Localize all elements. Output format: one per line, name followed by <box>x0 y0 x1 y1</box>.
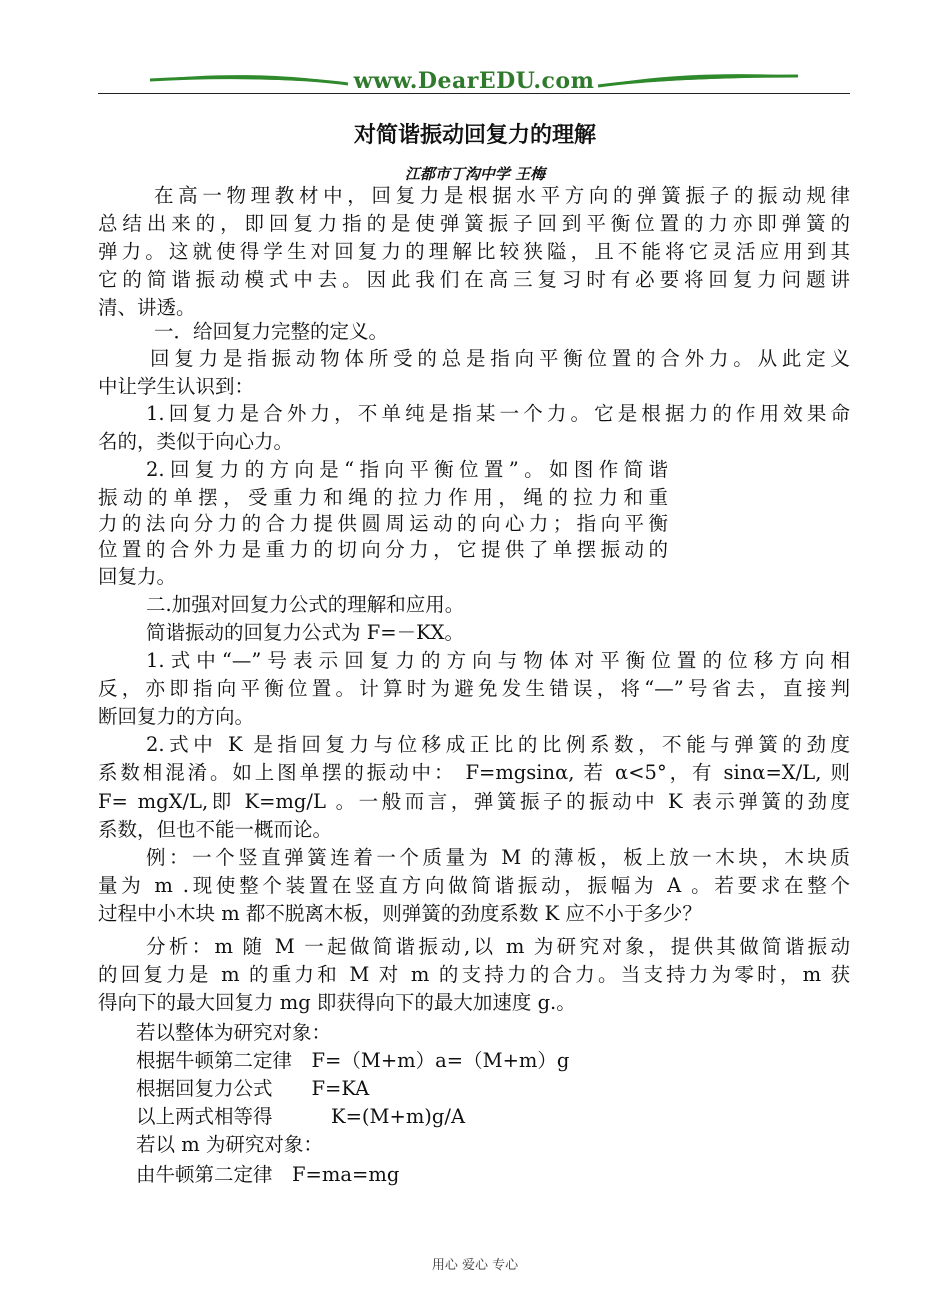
body-line: 若以整体为研究对象： <box>136 1021 332 1044</box>
site-header-text: www.DearEDU.com <box>353 68 595 94</box>
body-line: 的回复力是 m 的重力和 M 对 m 的支持力的合力。当支持力为零时，m 获 <box>98 963 850 986</box>
body-line: 在高一物理教材中，回复力是根据水平方向的弹簧振子的振动规律 <box>154 184 850 207</box>
body-line: F= mgX/L,即 K=mg/L 。一般而言，弹簧振子的振动中 K 表示弹簧的劲度 <box>98 790 850 813</box>
site-header-banner <box>98 66 850 96</box>
body-line: 中让学生认识到： <box>98 375 255 398</box>
body-line: 若以 m 为研究对象： <box>136 1133 323 1156</box>
body-line: 名的，类似于向心力。 <box>98 430 294 453</box>
formula-line: 根据牛顿第二定律 F=（M+m）a=（M+m）g <box>136 1049 570 1072</box>
body-line: 过程中小木块 m 都不脱离木板，则弹簧的劲度系数 K 应不小于多少？ <box>98 902 702 925</box>
author-line: 江都市丁沟中学 王梅 <box>404 165 546 183</box>
body-line: 2.回复力的方向是“指向平衡位置”。如图作简谐 <box>146 458 668 481</box>
body-line: 位置的合外力是重力的切向分力，它提供了单摆振动的 <box>98 538 668 561</box>
body-line: 振动的单摆，受重力和绳的拉力作用，绳的拉力和重 <box>98 486 668 509</box>
header-divider <box>98 93 850 94</box>
body-line: 弹力。这就使得学生对回复力的理解比较狭隘，且不能将它灵活应用到其 <box>98 240 850 263</box>
formula-line: 根据回复力公式 F=KA <box>136 1077 370 1100</box>
page-title: 对简谐振动回复力的理解 <box>353 123 596 148</box>
body-line: 分析：m 随 M 一起做简谐振动,以 m 为研究对象，提供其做简谐振动 <box>146 935 850 958</box>
body-line: 量为 m .现使整个装置在竖直方向做简谐振动，振幅为 A 。若要求在整个 <box>98 874 850 897</box>
body-line: 清、讲透。 <box>98 296 196 319</box>
body-line: 系数，但也不能一概而论。 <box>98 818 333 841</box>
body-line: 得向下的最大回复力 mg 即获得向下的最大加速度 g.。 <box>98 991 576 1014</box>
formula-line: 以上两式相等得 K=(M+m)g/A <box>136 1105 466 1128</box>
page-footer: 用心 爱心 专心 <box>431 1258 519 1273</box>
body-line: 1.式中“—”号表示回复力的方向与物体对平衡位置的位移方向相 <box>146 649 850 672</box>
body-line: 回复力是指振动物体所受的总是指向平衡位置的合外力。从此定义 <box>150 347 850 370</box>
body-line: 回复力。 <box>98 565 177 588</box>
body-line: 简谐振动的回复力公式为 F=－KX。 <box>146 621 465 644</box>
body-line: 它的简谐振动模式中去。因此我们在高三复习时有必要将回复力问题讲 <box>98 268 850 291</box>
body-line: 例：一个竖直弹簧连着一个质量为 M 的薄板，板上放一木块，木块质 <box>146 846 850 869</box>
body-line: 1.回复力是合外力，不单纯是指某一个力。它是根据力的作用效果命 <box>146 402 850 425</box>
body-line: 反，亦即指向平衡位置。计算时为避免发生错误，将“—”号省去，直接判 <box>98 677 850 700</box>
body-line: 2.式中 K 是指回复力与位移成正比的比例系数，不能与弹簧的劲度 <box>146 733 850 756</box>
body-line: 断回复力的方向。 <box>98 705 255 728</box>
section-heading: 一．给回复力完整的定义。 <box>154 320 389 343</box>
formula-line: 由牛顿第二定律 F=ma=mg <box>136 1163 400 1186</box>
body-line: 系数相混淆。如上图单摆的振动中： F=mgsinα, 若 α<5°，有 sinα=X/L, 则 <box>98 761 850 784</box>
body-line: 力的法向分力的合力提供圆周运动的向心力；指向平衡 <box>98 512 668 535</box>
section-heading: 二.加强对回复力公式的理解和应用。 <box>146 593 465 616</box>
body-line: 总结出来的，即回复力指的是使弹簧振子回到平衡位置的力亦即弹簧的 <box>98 212 850 235</box>
